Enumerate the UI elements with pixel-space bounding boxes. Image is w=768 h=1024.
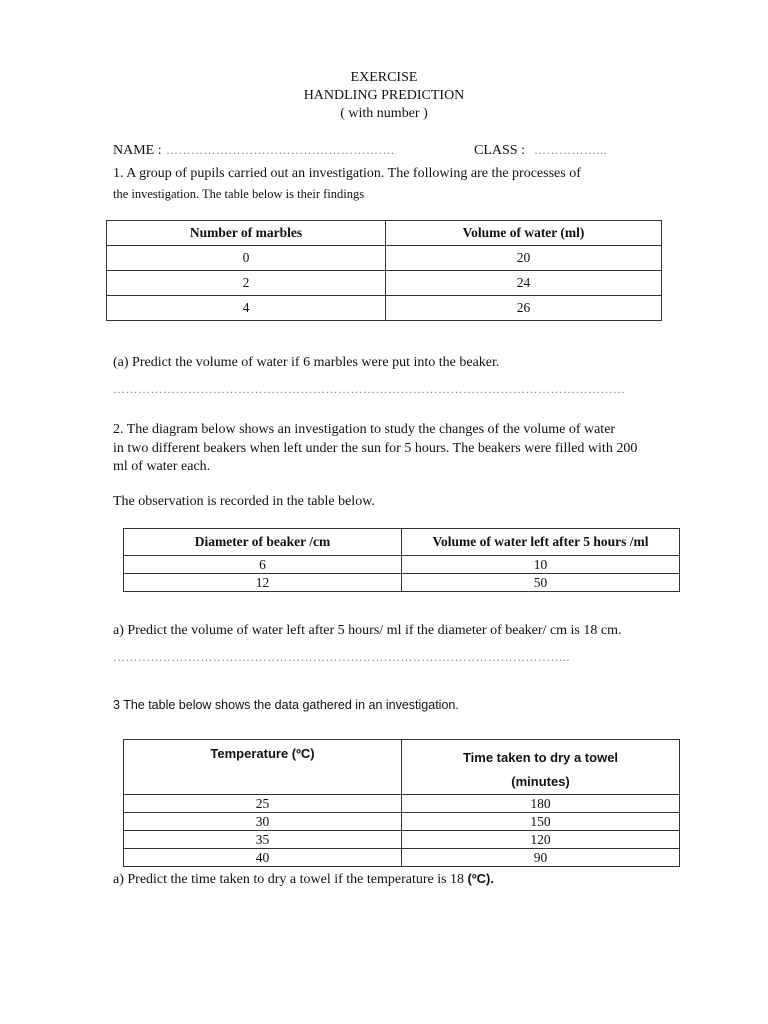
q1-text-line2: the investigation. The table below is their findings [113,187,365,201]
q3-table [123,739,680,867]
table-header-row [124,740,680,795]
class-label: CLASS : [474,143,525,158]
q3-text: 3 The table below shows the data gathered in an investigation. [113,698,459,712]
table-row [107,271,662,296]
table-cell: 24 [386,271,662,296]
table-cell: 25 [124,795,402,813]
q2-text-line3: ml of water each. [113,459,211,474]
q2-part-a: a) Predict the volume of water left after 5 hours/ ml if the diameter of beaker/ cm is 18 cm. [113,623,622,638]
table-header-row [124,529,680,556]
table-row [124,849,680,867]
table-row [124,574,680,592]
q3-part-a [113,870,494,889]
table-header-time-line1: Time taken to dry a towel [462,750,619,765]
table-row [124,831,680,849]
q1-answer-dots: …………………………………………………………………………………………………………… [113,382,626,396]
table-header-time [402,740,680,795]
q2-table [123,528,680,592]
table-row [107,296,662,321]
table-cell: 20 [386,246,662,271]
table-cell: 12 [124,574,402,592]
q2-answer-dots: ……………………………………………………………………………………………….. [113,650,570,664]
table-cell: 150 [402,813,680,831]
table-row [124,813,680,831]
q3-part-a-text: a) Predict the time taken to dry a towel if the temperature is 18 [113,872,468,887]
q2-text-line2: in two different beakers when left under the sun for 5 hours. The beakers were filled with 200 [113,441,638,456]
q1-text-line1: 1. A group of pupils carried out an investigation. The following are the processes of [113,166,581,181]
table-header-marbles: Number of marbles [107,221,386,246]
table-cell: 40 [124,849,402,867]
table-row [107,246,662,271]
table-cell: 90 [402,849,680,867]
name-label: NAME : [113,143,162,158]
table-cell: 10 [402,556,680,574]
table-header-volume: Volume of water (ml) [386,221,662,246]
table-row [124,795,680,813]
q2-observation: The observation is recorded in the table below. [113,494,375,509]
table-cell: 4 [107,296,386,321]
table-cell: 120 [402,831,680,849]
subtitle-with-number: ( with number ) [340,106,428,121]
q1-part-a: (a) Predict the volume of water if 6 marbles were put into the beaker. [113,355,500,370]
table-header-time-line2: (minutes) [511,774,570,789]
table-cell: 35 [124,831,402,849]
table-cell: 30 [124,813,402,831]
table-cell: 0 [107,246,386,271]
table-header-volume-left: Volume of water left after 5 hours /ml [402,529,680,556]
table-cell: 26 [386,296,662,321]
table-row [124,556,680,574]
q3-part-a-unit: (ºC). [467,871,494,886]
table-cell: 6 [124,556,402,574]
title-exercise: EXERCISE [350,70,418,85]
name-dots: ………………………………………………. [166,143,395,157]
table-header-temperature: Temperature (ºC) [124,740,402,795]
table-header-row [107,221,662,246]
q1-table [106,220,662,321]
table-cell: 2 [107,271,386,296]
table-header-diameter: Diameter of beaker /cm [124,529,402,556]
title-handling-prediction: HANDLING PREDICTION [303,88,465,103]
table-cell: 180 [402,795,680,813]
class-dots: ……………... [534,143,607,157]
q2-text-line1: 2. The diagram below shows an investigation to study the changes of the volume of water [113,422,616,437]
table-cell: 50 [402,574,680,592]
